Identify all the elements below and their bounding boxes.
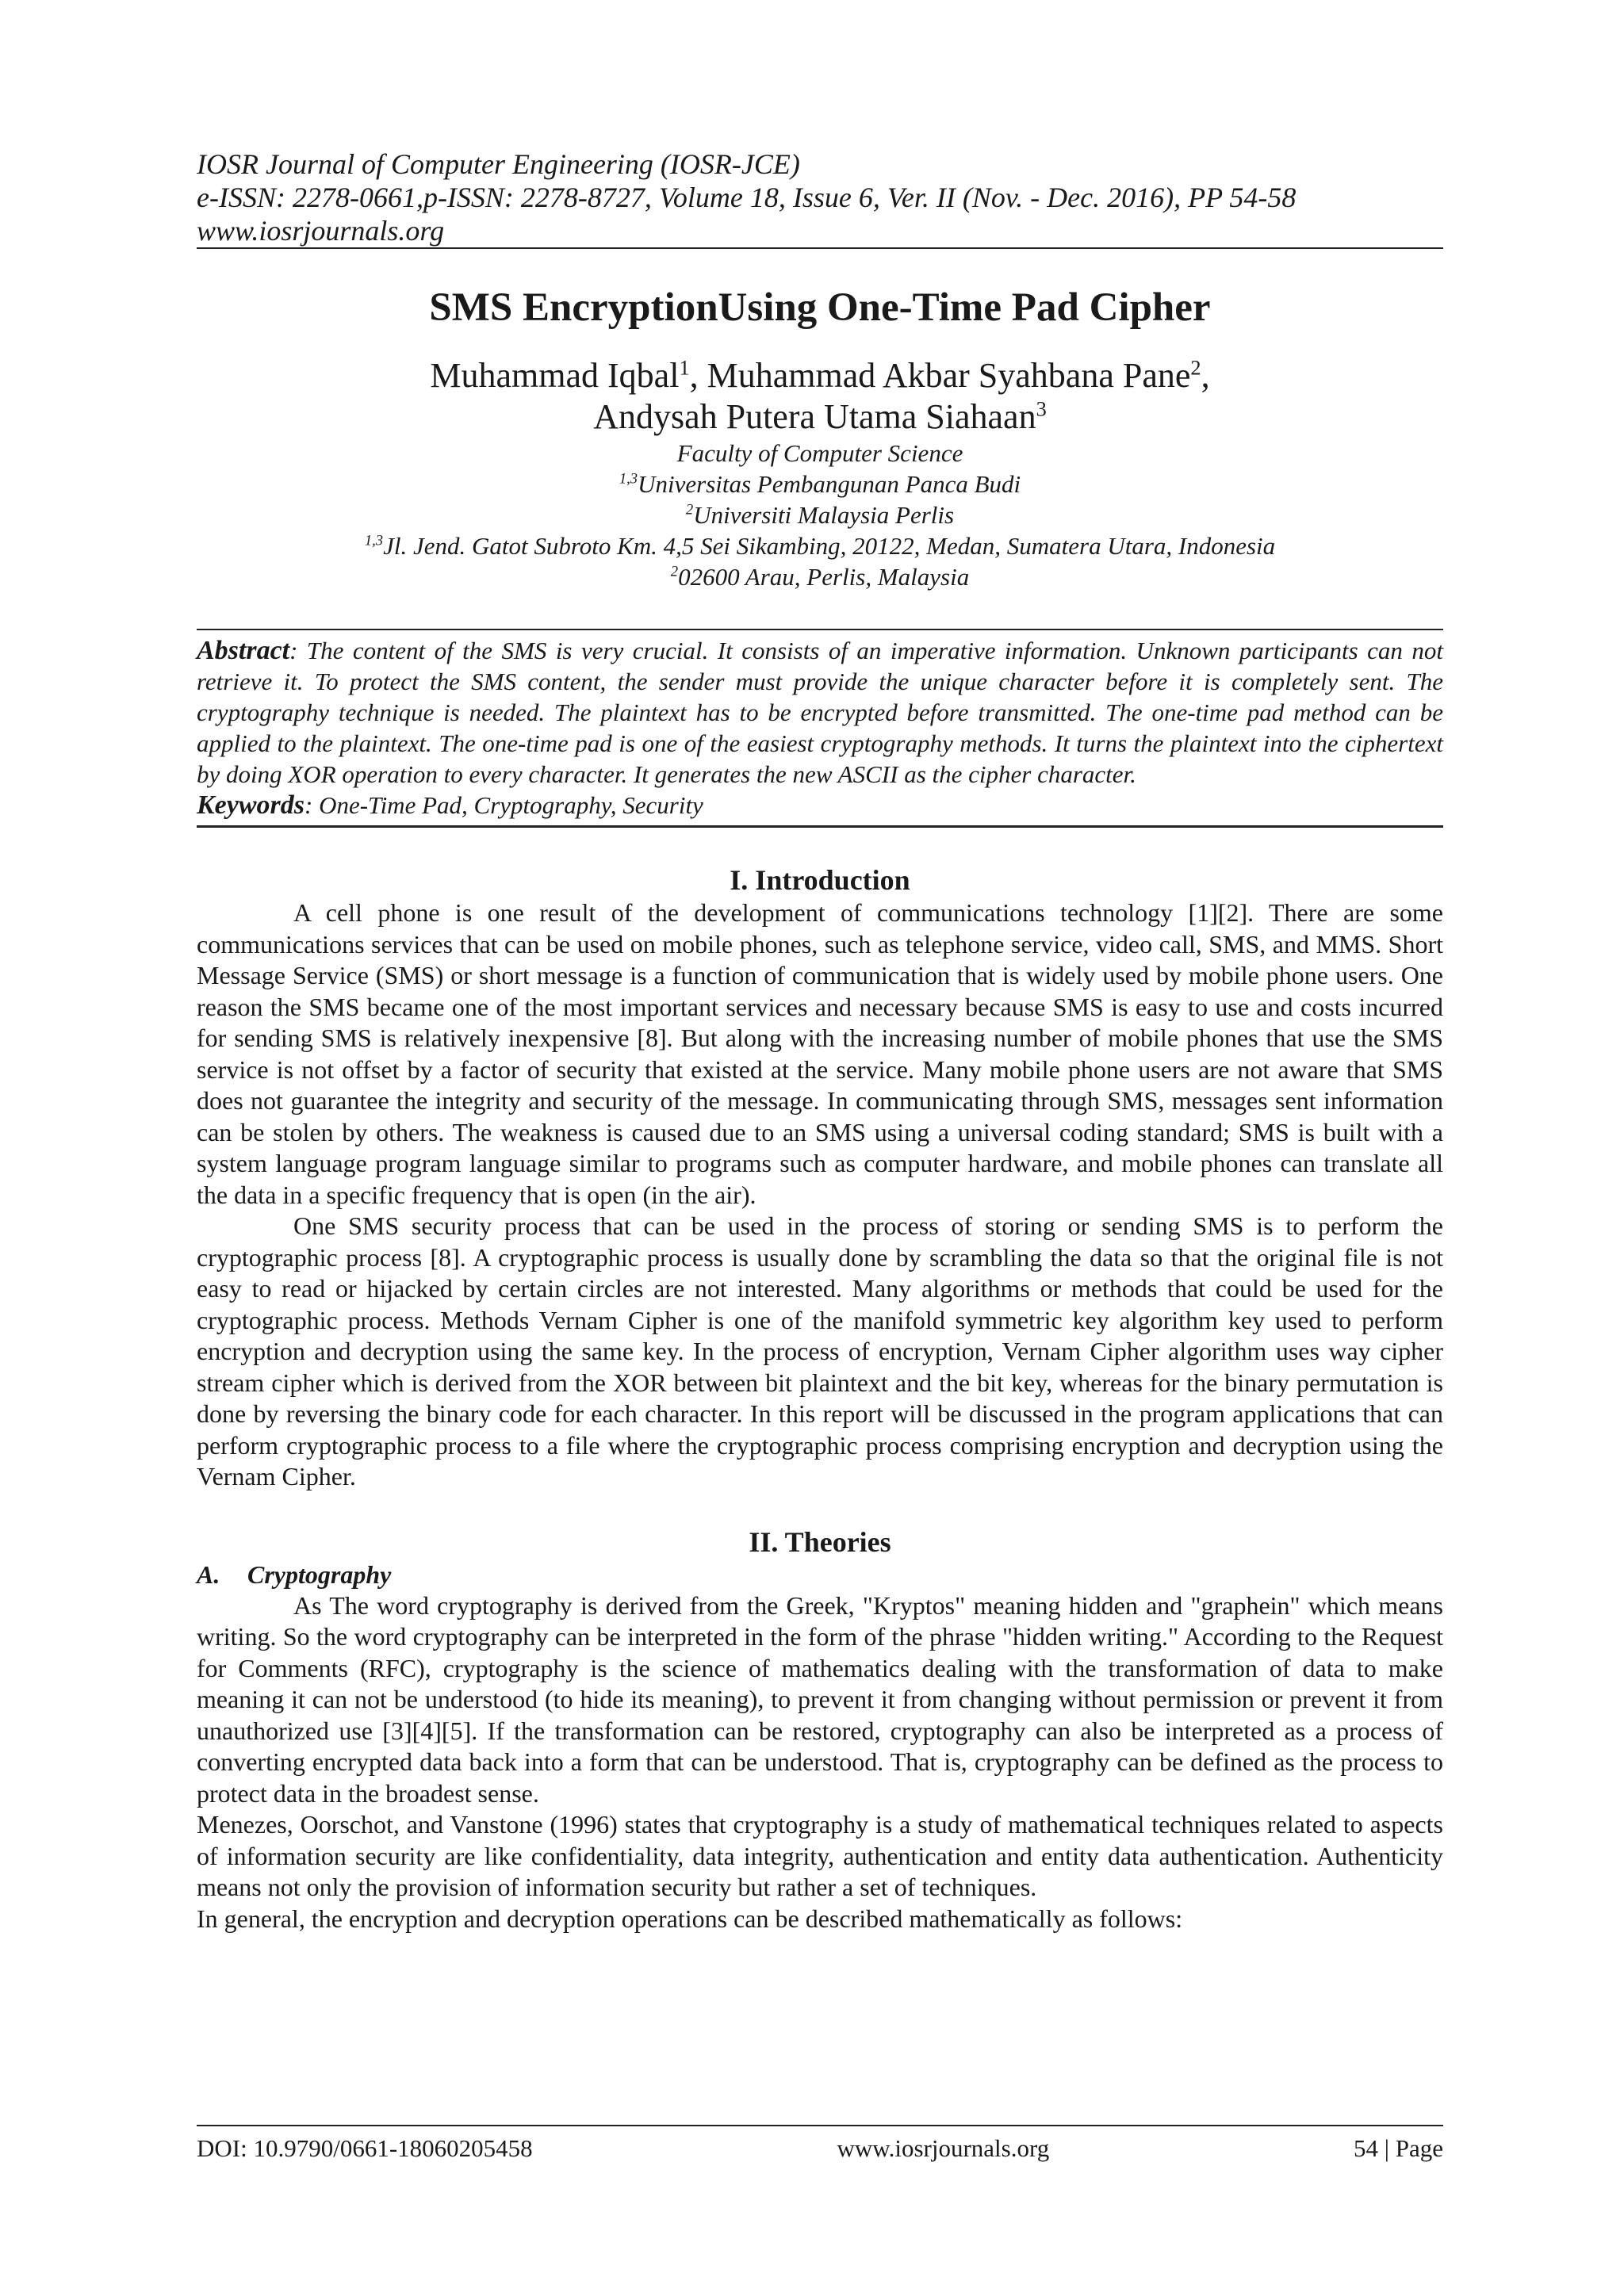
keywords-label: Keywords — [197, 790, 304, 820]
theories-paragraph-3: In general, the encryption and decryption operations can be described mathematically as follows: — [197, 1904, 1183, 1933]
keywords-text: : One-Time Pad, Cryptography, Security — [304, 791, 703, 819]
author-name: Andysah Putera Utama Siahaan — [593, 397, 1036, 436]
theories-paragraph-1: As The word cryptography is derived from the Greek, "Kryptos" meaning hidden and "graphein" which means writing. So the word cryptography can be interpreted in the form of the phrase "hidden writing." According to the Request for Comments (RFC), cryptography is the science of mathematics dealing with the transformation of data to make meaning it can not be understood (to hide its meaning), to prevent it from changing without permission or prevent it from unauthorized use [3][4][5]. If the transformation can be restored, cryptography can also be interpreted as a process of converting encrypted data back into a form that can be understood. That is, cryptography can be defined as the process to protect data in the broadest sense. — [197, 1590, 1443, 1808]
abstract-label: Abstract — [197, 636, 290, 665]
abstract-block — [197, 629, 1443, 828]
page-footer — [197, 2125, 1443, 2163]
author-affil-sup: 2 — [1190, 355, 1201, 380]
affil-sup: 1,3 — [364, 532, 384, 549]
affil-text: Jl. Jend. Gatot Subroto Km. 4,5 Sei Sikambing, 20122, Medan, Sumatera Utara, Indonesia — [383, 532, 1276, 560]
journal-website: www.iosrjournals.org — [197, 215, 445, 247]
author-affil-sup: 1 — [679, 355, 690, 380]
footer-rule — [197, 2125, 1443, 2126]
author-separator: , — [1201, 356, 1210, 395]
journal-name: IOSR Journal of Computer Engineering (IOSR-JCE) — [197, 148, 800, 180]
affil-sup: 2 — [670, 563, 679, 580]
affiliation-university-2 — [197, 499, 1443, 530]
affil-text: Universitas Pembangunan Panca Budi — [638, 470, 1021, 498]
affil-text: 02600 Arau, Perlis, Malaysia — [678, 563, 970, 591]
affil-sup: 2 — [685, 501, 694, 519]
keywords — [197, 790, 1443, 821]
abstract — [197, 630, 1443, 790]
author-name: Muhammad Iqbal — [430, 356, 680, 395]
theories-paragraph-2: Menezes, Oorschot, and Vanstone (1996) states that cryptography is a study of mathematical techniques related to aspects of information security are like confidentiality, data integrity, authentication and entity data authentication. Authenticity means not only the provision of information security but rather a set of techniques. — [197, 1810, 1443, 1901]
subsection-title: Cryptography — [247, 1559, 392, 1589]
affiliation-address-2 — [197, 561, 1443, 592]
footer-doi: DOI: 10.9790/0661-18060205458 — [197, 2134, 533, 2162]
author-list — [197, 355, 1443, 438]
affil-sup: 1,3 — [619, 470, 638, 488]
affil-text: Universiti Malaysia Perlis — [693, 501, 955, 529]
section-heading-introduction: I. Introduction — [730, 864, 910, 896]
subsection-number: A. — [197, 1559, 220, 1589]
section-heading-theories: II. Theories — [749, 1525, 891, 1558]
affiliation-faculty: Faculty of Computer Science — [676, 439, 963, 467]
footer-website: www.iosrjournals.org — [837, 2134, 1050, 2162]
header-divider — [197, 247, 1443, 249]
journal-header — [197, 147, 1443, 247]
intro-paragraph-1: A cell phone is one result of the development of communications technology [1][2]. There are some communications services that can be used on mobile phones, such as telephone service, video call, SMS, and MMS. Short Message Service (SMS) or short message is a function of communication that is widely used by mobile phone users. One reason the SMS became one of the most important services and necessary because SMS is easy to use and costs incurred for sending SMS is relatively inexpensive [8]. But along with the increasing number of mobile phones that use the SMS service is not offset by a factor of security that existed at the service. Many mobile phone users are not aware that SMS does not guarantee the integrity and security of the message. In communicating through SMS, messages sent information can be stolen by others. The weakness is caused due to an SMS using a universal coding standard; SMS is built with a system language program language similar to programs such as computer hardware, and mobile phones can translate all the data in a specific frequency that is open (in the air). — [197, 898, 1443, 1209]
paper-title: SMS EncryptionUsing One-Time Pad Cipher — [429, 285, 1211, 330]
abstract-bottom-rule — [197, 825, 1443, 828]
affiliation-address-1 — [197, 530, 1443, 561]
footer-page-number: 54 | Page — [1354, 2134, 1443, 2162]
intro-paragraph-2: One SMS security process that can be used in the process of storing or sending SMS is to perform the cryptographic process [8]. A cryptographic process is usually done by scrambling the data so that the original file is not easy to read or hijacked by certain circles are not interested. Many algorithms or methods that could be used for the cryptographic process. Methods Vernam Cipher is one of the manifold symmetric key algorithm key used to perform encryption and decryption using the same key. In the process of encryption, Vernam Cipher algorithm uses way cipher stream cipher which is derived from the XOR between bit plaintext and the bit key, whereas for the binary permutation is done by reversing the binary code for each character. In this report will be discussed in the program applications that can perform cryptographic process to a file where the cryptographic process comprising encryption and decryption using the Vernam Cipher. — [197, 1211, 1443, 1490]
affiliation-university-1 — [197, 469, 1443, 499]
journal-issn: e-ISSN: 2278-0661,p-ISSN: 2278-8727, Volume 18, Issue 6, Ver. II (Nov. - Dec. 2016), PP 54-58 — [197, 182, 1297, 213]
author-affil-sup: 3 — [1036, 396, 1047, 421]
author-name: , Muhammad Akbar Syahbana Pane — [689, 356, 1191, 395]
abstract-text: : The content of the SMS is very crucial. It consists of an imperative information. Unknown participants can not retrieve it. To protect the SMS content, the sender must provide the unique character before it is completely sent. The cryptography technique is needed. The plaintext has to be encrypted before transmitted. The one-time pad method can be applied to the plaintext. The one-time pad is one of the easiest cryptography methods. It turns the plaintext into the ciphertext by doing XOR operation to every character. It generates the new ASCII as the cipher character. — [197, 637, 1443, 788]
subsection-heading-cryptography — [197, 1559, 1443, 1590]
paper-page — [197, 0, 1443, 1934]
affiliations — [197, 438, 1443, 592]
